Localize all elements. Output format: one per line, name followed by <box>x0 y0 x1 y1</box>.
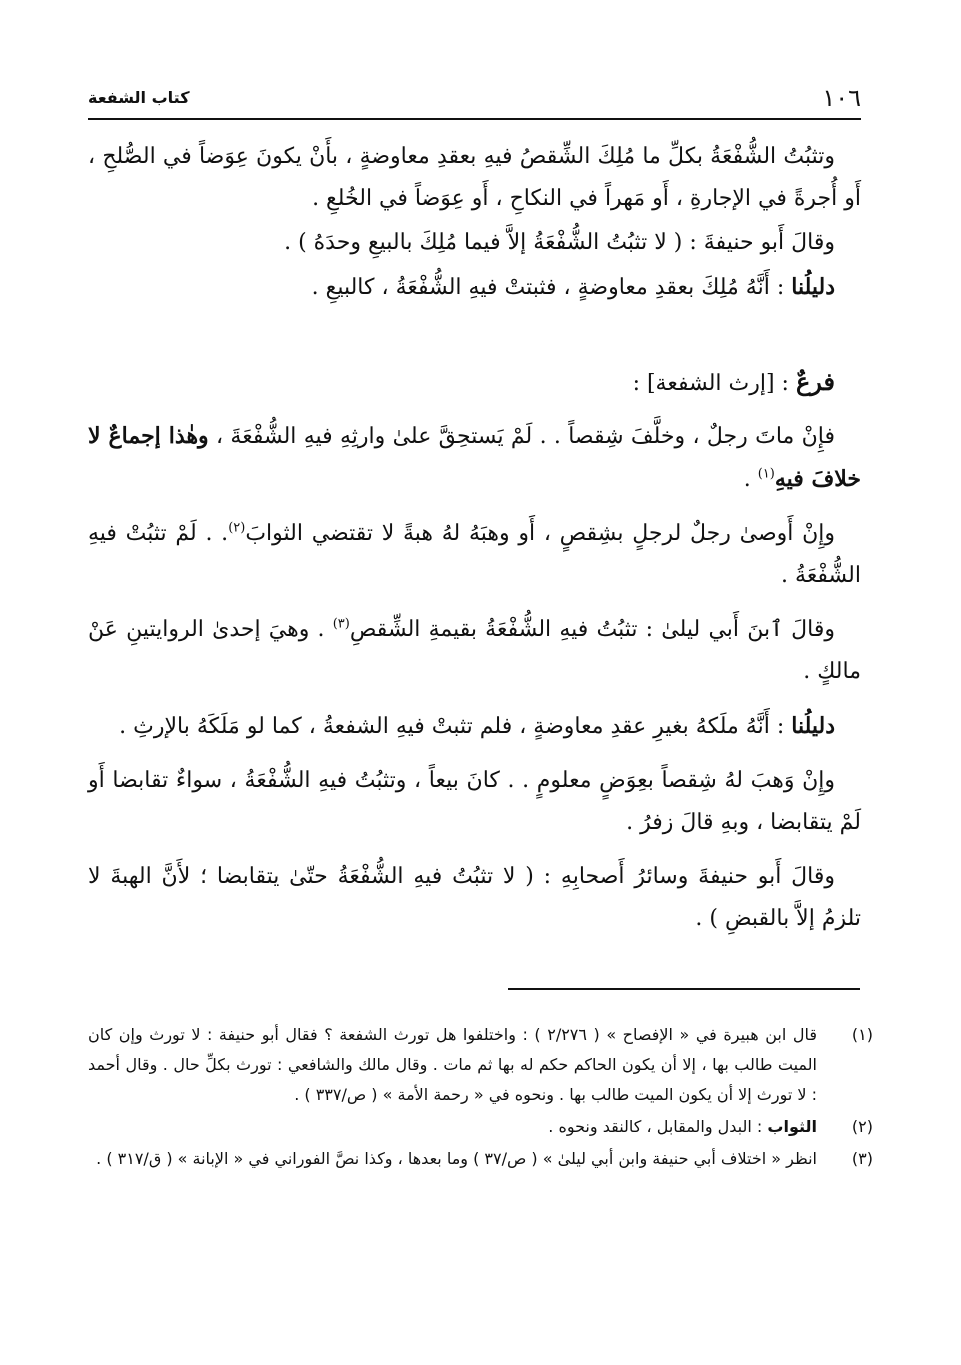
footnote-number: (١) <box>851 1025 873 1044</box>
footnote-number: (٣) <box>851 1149 873 1168</box>
section-heading-label: فرعٌ <box>795 367 835 396</box>
paragraph-4-end: . <box>743 467 758 492</box>
paragraph-3-text: : أَنَّهُ مُلِكَ بعقدِ معاوضةٍ ، فثبتتْ فيهِ الشُّفْعَةُ ، كالبيعِ . <box>311 275 792 300</box>
footnotes <box>88 1020 873 1176</box>
footnote-text: انظر « اختلاف أبي حنيفة وابن أبي ليلىٰ » ( ص/٣٧ ) وما بعدها ، وكذا نصَّ الفوراني في « الإبانة » ( ق/٣١٧ ) . <box>96 1149 817 1168</box>
footnote-text: قال ابن هبيرة في « الإفصاح » ( ٢/٢٧٦ ) : واختلفوا هل تورث الشفعة ؟ فقال أبو حنيفة : لا تورث وإن كان الميت طالب بها ، إلا أن يكون الحاكم حكم له بها ثم مات . وقال مالك والشافعي : تورث بكلِّ حال . وقال أحمد : لا تورث إلا أن يكون الميت طالب بها . ونحوه في « رحمة الأمة » ( ص/٣٣٧ ) . <box>88 1025 818 1104</box>
paragraph-2: وقالَ أَبو حنيفةَ : ( لا تثبُتُ الشُّفْعَةُ إلاَّ فيما مُلِكَ بالبيعِ وحدَهُ ) . <box>284 230 835 255</box>
footnote-ref-1[interactable]: (١) <box>757 466 775 482</box>
footnote-ref-3[interactable]: (٣) <box>332 616 350 632</box>
paragraph-4-text: فإِنْ ماتَ رجلٌ ، وخلَّفَ شِقصاً . . لَمْ يَستحِقَّ علىٰ وارثِهِ فيهِ الشُّفْعَةَ ، <box>208 424 835 449</box>
footnote-divider <box>508 988 860 990</box>
footnote-2 <box>88 1112 873 1142</box>
paragraph-5-text: وإِنْ أَوصىٰ رجلٌ لرجلٍ بشِقصٍ ، أَو وهبَهُ لهُ هبةً لا تقتضي الثوابَ <box>245 521 835 546</box>
page-header <box>88 78 861 120</box>
running-title: كتاب الشفعة <box>88 88 190 107</box>
paragraph-5-end: . . لَمْ تثبُتْ فيهِ الشُّفْعَةُ . <box>88 521 861 588</box>
main-text <box>88 136 861 952</box>
footnote-1 <box>88 1020 873 1110</box>
section-heading <box>88 361 861 405</box>
paragraph-6-text: وقالَ ٱبنَ أَبي ليلىٰ : تثبُتُ فيهِ الشُّفْعَةُ بقيمةِ الشِّقصِ <box>349 617 835 642</box>
paragraph-1: وتثبُتُ الشُّفْعَةُ بكلِّ ما مُلِكَ الشِّقصُ فيهِ بعقدِ معاوضةٍ ، بأَنْ يكونَ عِوَضاً في الصُّلحِ ، أَو أُجرةً في الإجارةِ ، أَو مَهراً في النكاحِ ، أَو عِوَضاً في الخُلعِ . <box>88 144 861 211</box>
footnote-text <box>88 1112 817 1142</box>
consensus-statement: وهٰذا إجماعٌ لا خلافَ فيهِ <box>88 423 861 492</box>
paragraph-5 <box>88 513 861 597</box>
footnote-definition: : البدل والمقابل ، كالنقد ونحوه . <box>548 1117 768 1136</box>
paragraph-6 <box>88 609 861 693</box>
evidence-lead: دليلُنا <box>791 274 835 300</box>
section-heading-title: : [إرث الشفعة] : <box>632 371 796 396</box>
paragraph-6-end: . وهيَ إحدىٰ الروايتينِ عَنْ مالكٍ . <box>88 617 861 684</box>
paragraph-9: وقالَ أَبو حنيفةَ وسائرُ أَصحابِهِ : ( لا تثبُتُ فيهِ الشُّفْعَةُ حتّىٰ يتقابضا ؛ لأَنَّ الهبةَ لا تلزمُ إلاَّ بالقبضِ ) . <box>88 864 861 931</box>
paragraph-7-text: : أَنَّهُ ملَكهُ بغيرِ عقدِ معاوضةٍ ، فلم تثبتْ فيهِ الشفعةُ ، كما لو مَلَكَهُ بالإرثِ . <box>119 714 792 739</box>
paragraph-3 <box>88 266 861 309</box>
footnote-3 <box>88 1144 873 1174</box>
paragraph-8: وإِنْ وَهبَ لهُ شِقصاً بعِوَضٍ معلومٍ . . كانَ بيعاً ، وتثبُتُ فيهِ الشُّفْعَةُ ، سواءٌ تقابضا أَو لَمْ يتقابضا ، وبهِ قالَ زفرُ . <box>88 768 861 835</box>
paragraph-7 <box>88 705 861 748</box>
page-number: ١٠٦ <box>822 84 861 112</box>
footnote-number: (٢) <box>851 1117 873 1136</box>
evidence-lead: دليلُنا <box>791 713 835 739</box>
paragraph-4 <box>88 415 861 501</box>
footnote-ref-2[interactable]: (٢) <box>228 520 246 536</box>
footnote-term: الثواب <box>767 1117 817 1136</box>
